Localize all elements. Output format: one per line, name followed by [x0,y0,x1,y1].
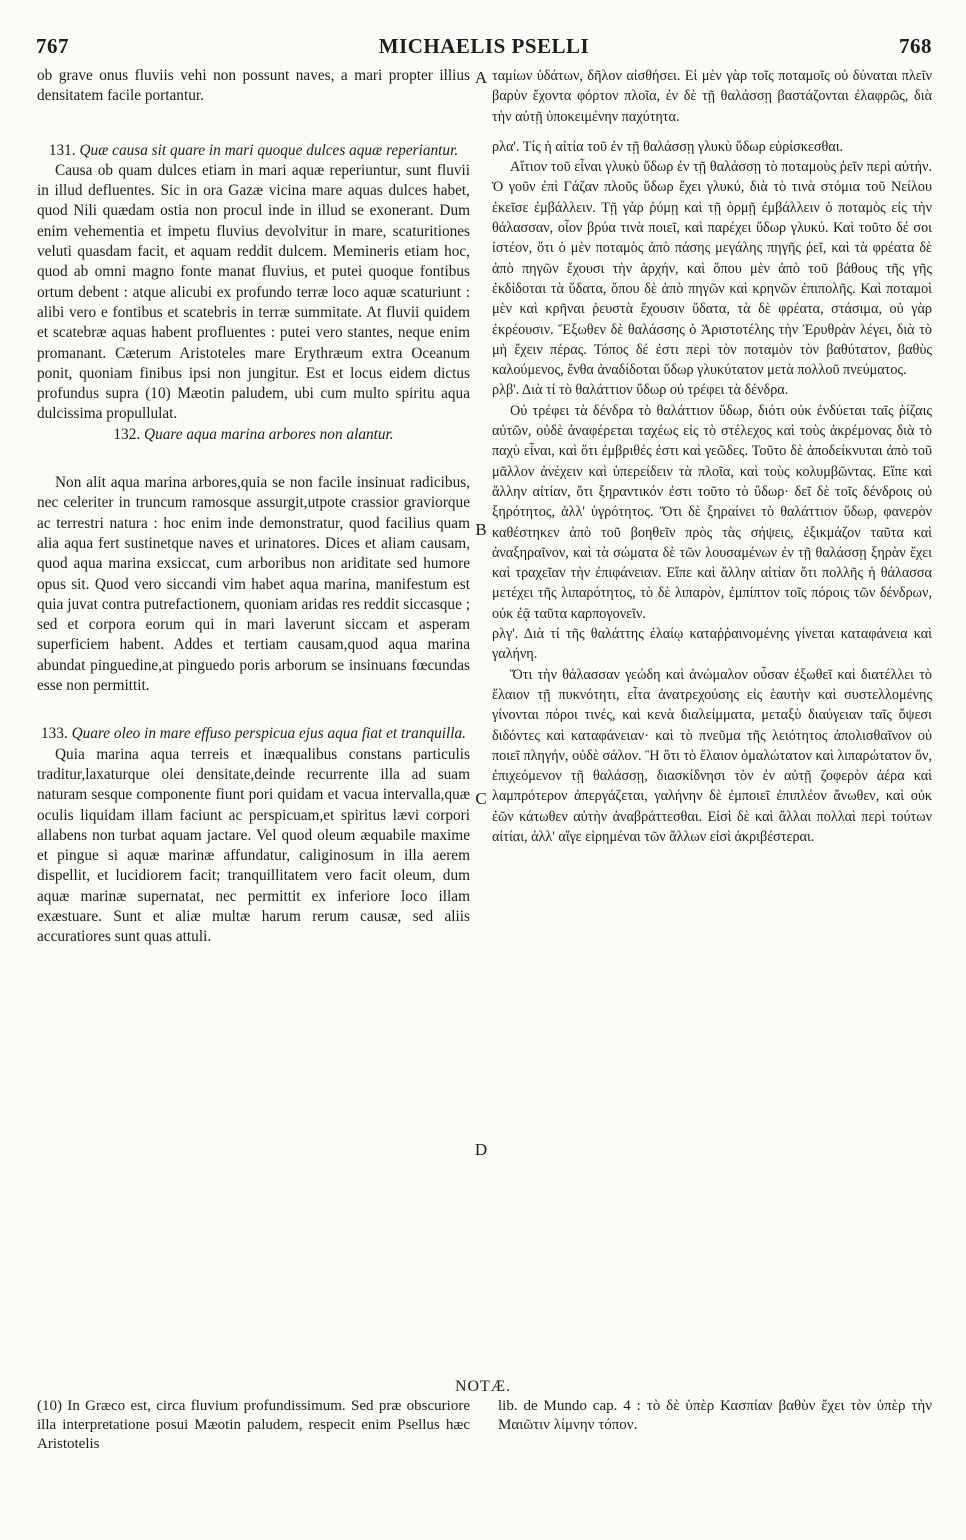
latin-heading-131-text: Quæ causa sit quare in mari quoque dulces aquæ reperiantur. [79,141,459,159]
margin-marker-d: D [474,1140,488,1159]
running-head [36,34,932,60]
note-10-continued: lib. de Mundo cap. 4 : τὸ δὲ ὑπὲρ Κασπίαν βαθὺν ἔχει τὸν ὑπὲρ τὴν Μαιῶτιν λίμνην τόπον. [498,1398,932,1433]
latin-heading-132-number: 132. [113,425,141,443]
greek-paragraph-132: Οὐ τρέφει τὰ δένδρα τὸ θαλάττιον ὕδωρ, διότι οὐκ ἐνδύεται ταῖς ῥίζαις αὐτῶν, οὐδὲ ἀναφέρεται ταχέως εἰς τὸ στέλεχος καὶ τοὺς ἀκρέμονας διὰ τὸ παχὺ εἶναι, καὶ ὅτι ἐμβριθές ἐστι καὶ γεῶδες. Τοῦτο δὲ ἀποδείκνυται ἀπὸ τοῦ μᾶλλον ἀνέχειν καὶ ὑπερείδειν τὰ πλοῖα, καὶ τοὺς κολυμβῶντας. Εἴπε καὶ ἄλλην αἰτίαν, ὅτι ξηραντικόν ἐστι τοῦτο τὸ ὕδωρ· δεῖ δὲ τοῖς δένδροις οὐ ξηρότητος, ἀλλ' ὑγρότητος. Ὅτι δὲ ξηραίνει τὸ θαλάττιον ὕδωρ, φανερὸν καθέστηκεν ἀπὸ τοῦ βοηθεῖν πρὸς τὰς σήψεις, ἐξικμάζον ταῦτα καὶ ἀναξηραῖνον, καὶ τὰ σώματα δὲ τῶν λουσαμένων ἐν τῇ θαλάσσῃ ξηρὰν ἔχει καὶ τραχεῖαν τὴν ἐπιφάνειαν. Εἴπε καὶ ἄλλην αἰτίαν ὅτι πολλῆς ἡ θάλασσα μετέχει τῆς λιπαρότητος, τὸ δὲ λιπαρὸν, ἐμπίπτον τοῖς πόροις τῶν δένδρων, οὐκ ἐᾷ ταῦτα καρπογονεῖν. [492,402,932,622]
latin-heading-132-text: Quare aqua marina arbores non alantur. [144,425,394,443]
latin-heading-133-number: 133. [40,725,68,743]
latin-paragraph-131: Causa ob quam dulces etiam in mari aquæ reperiuntur, sunt fluvii in illud defluentes. Sic in ora Gazæ vicina mare aquas dulces habet, quod Nili quædam ostia non procul inde in illud se exonerant. Dum enim vehementia et impetu fluvius devolvitur in mare, scaturitiones veluti quasdam facit, et aquam reddit dulcem. Memineris etiam hoc, quod ab omni magno fonte manat fluvius, et putei quoque fontibus ortum debent : atque alicubi ex profundo terræ loco aquæ scaturiunt : alibi vero e fontibus et scatebris in terræ summitate. At fluvii quidem et scatebræ aquas habent profluentes : putei vero stantes, neque enim promanant. Cæterum Aristoteles mare Erythræum extra Oceanum ponit, quoniam finibus ipsi non jungitur. Est et locus eidem dictus profundus supra (10) Mæotin paludem, ubi cum multo spiritu aqua dulcissima propullulat. [37,161,470,423]
right-page-number: 768 [899,34,932,58]
latin-paragraph-133: Quia marina aqua terreis et inæqualibus constans particulis traditur,laxaturque olei densitate,deinde recurrente illa ad suam naturam sesque componente fiunt pori quidam et vacua intervalla,quæ oculis liquidam illam faciunt ac perspicuam,et spiritus lævi corpori allabens non turbat aquam jactare. Vel quod oleum æquabile maxime et pingue si aquæ marinæ affundatur, caliginosum in illa aerem dispellit, et lucidiorem facit; tranquillitatem vero facit oleum, dum aquæ marinæ supernatat, nec permittit ex inferiore loco illam exæstuare. Sunt et aliæ multæ harum rerum causæ, sed aliis accuratiores sunt quas attuli. [37,745,470,946]
latin-heading-131-number: 131. [48,141,76,159]
latin-heading-131 [37,141,470,161]
greek-column [492,66,932,847]
note-greek [498,1397,932,1435]
greek-paragraph-131: Αἴτιον τοῦ εἶναι γλυκὺ ὕδωρ ἐν τῇ θαλάσσῃ τὸ ποταμοὺς ῥεῖν περὶ αὐτήν. Ὁ γοῦν ἐπὶ Γάζαν πλοῦς ὕδωρ ἔχει γλυκύ, διὰ τὸ τινὰ στόμια τοῦ Νείλου ἐκεῖσε ἐμβάλλειν. Τῇ γὰρ ῥύμῃ καὶ τῇ ὁρμῇ ἐμβάλλειν ὁ ποταμὸς εἰς τὴν θάλασσαν, οἷον βρύα τινὰ ποιεῖ, καὶ παρέχει ὕδωρ γλυκύ. Καὶ τοῦτο δέ σοι ἰστέον, ὅτι ὁ μὲν ποταμὸς ἀπὸ πάσης μεγάλης πηγῆς ῥεῖ, καὶ τὰ φρέατα δὲ ἀπὸ πηγῶν ἔχουσι τὴν ἀρχήν, καὶ ὅπου μὲν ἀπὸ τοῦ βάθους τῆς γῆς ἐκδίδοται τὰ ὕδατα, ὅπου δὲ ἀπὸ πηγῶν καὶ κρηνῶν ἐπιπολῆς. Καὶ ποταμοὶ μὲν καὶ κρῆναι ῥευστὰ ἔχουσιν ὕδατα, τὰ δὲ φρέατα, στάσιμα, οὐ γὰρ ἐκρέουσιν. Ἔξωθεν δὲ θαλάσσης ὁ Ἀριστοτέλης τὴν Ἐρυθρὰν λέγει, διὰ τὸ μὴ ἔχειν πέρας. Τόπος δέ ἐστι περὶ τὸν ποταμὸν τὸν βαθύτατον, βαθὺς καλούμενος, ἔνθα ἀναδίδοται ὕδωρ γλυκύτατον μετὰ πολλοῦ πνεύματος. [492,159,932,379]
left-page-number: 767 [36,34,69,58]
greek-heading-133: ρλγ'. Διὰ τί τῆς θαλάττης ἐλαίῳ καταῤῥαινομένης γίνεται καταφάνεια καὶ γαλήνη. [492,626,932,663]
note-10-text: (10) In Græco est, circa fluvium profundissimum. Sed præ obscuriore illa interpretatione posui Mæotin paludem, respecit enim Psellus hæc Aristotelis [37,1398,470,1452]
note-latin [37,1397,470,1454]
margin-marker-b: B [475,520,487,539]
latin-paragraph-continued: ob grave onus fluviis vehi non possunt naves, a mari propter illius densitatem facile portantur. [37,67,470,105]
latin-heading-132 [37,425,470,445]
greek-heading-131: ρλα'. Τίς ἡ αἰτία τοῦ ἐν τῇ θαλάσσῃ γλυκὺ ὕδωρ εὑρίσκεσθαι. [492,138,844,155]
margin-marker-a: A [474,68,488,87]
latin-paragraph-132: Non alit aqua marina arbores,quia se non facile insinuat radicibus, nec celeriter in truncum ramosque assurgit,utpote crassior graviorque ac terrestri natura : hoc enim inde demonstratur, quod facilius quam alia aqua fert sustinetque naves et urinatores. Dices et aliam causam, quod aqua marina exsiccat, cum arboribus non ariditate sed humore opus sit. Quod vero siccandi vim habet aqua marina, manifestum est quia juvat contra putrefactionem, quoniam aridas res reddit siccasque ; sed et corpora eorum qui in mari laverunt siccam et asperam superficiem habent. Addes et tertiam causam,quod aqua marina abundat pinguedine,at pinguedo poris arborum se insinuans fœcundas esse non permittit. [37,474,470,695]
greek-paragraph-133: Ὅτι τὴν θάλασσαν γεώδη καὶ ἀνώμαλον οὖσαν ἐξωθεῖ καὶ διατέλλει τὸ ἔλαιον τῇ πυκνότητι, εἶτα ἀνατρεχούσης εἰς ἑαυτὴν καὶ συστελλομένης γίνονται πόροι τινές, καὶ κενὰ διαλείμματα, μεταξὺ διαύγειαν ταῖς ὄψεσι διδόντες καὶ καταφάνειαν· καὶ τὸ πνεῦμα τῆς λειότητος ἀπολισθαῖνον οὐ ποιεῖ πληγήν, οὐδὲ σάλον. Ἢ ὅτι τὸ ἔλαιον ὁμαλώτατον καὶ λιπαρώτατον ὄν, ἐπιχεόμενον τῇ θαλάσσῃ, διασκίδνησι τὸν ἐν αὐτῇ ζοφερὸν ἀέρα καὶ λαμπρότερον ἀπεργάζεται, γαλήνην δὲ ἐμποιεῖ ἐπιπλέον ἄνωθεν, καὶ οὐκ ἐῶν κάτωθεν αὐτὴν ἀναβράττεσθαι. Εἰσὶ δὲ καὶ ἄλλαι πολλαὶ περὶ τούτων αἰτίαι, ἀλλ' αἵγε εἰρημέναι τῶν ἄλλων εἰσὶ ἀκριβέστεραι. [492,666,932,845]
margin-marker-c: C [475,789,487,808]
greek-heading-132: ρλβ'. Διὰ τί τὸ θαλάττιον ὕδωρ οὐ τρέφει τὰ δένδρα. [492,382,789,399]
notes-title: NOTÆ. [454,1378,512,1395]
greek-paragraph-continued: ταμίων ὑδάτων, δῆλον αἰσθήσει. Εἰ μὲν γὰρ τοῖς ποταμοῖς οὐ δύναται πλεῖν βαρὺν ἔχοντα φόρτον πλοῖα, ἐν δὲ τῇ θαλάσσῃ βαστάζονται ἐλαφρῶς, διὰ τὴν αὐτῇ ὑποκειμένην παχύτητα. [492,68,932,125]
latin-column [37,66,470,948]
latin-heading-133 [37,724,470,744]
running-title: MICHAELIS PSELLI [378,34,590,58]
latin-heading-133-text: Quare oleo in mare effuso perspicua ejus aqua fiat et tranquilla. [71,725,467,743]
